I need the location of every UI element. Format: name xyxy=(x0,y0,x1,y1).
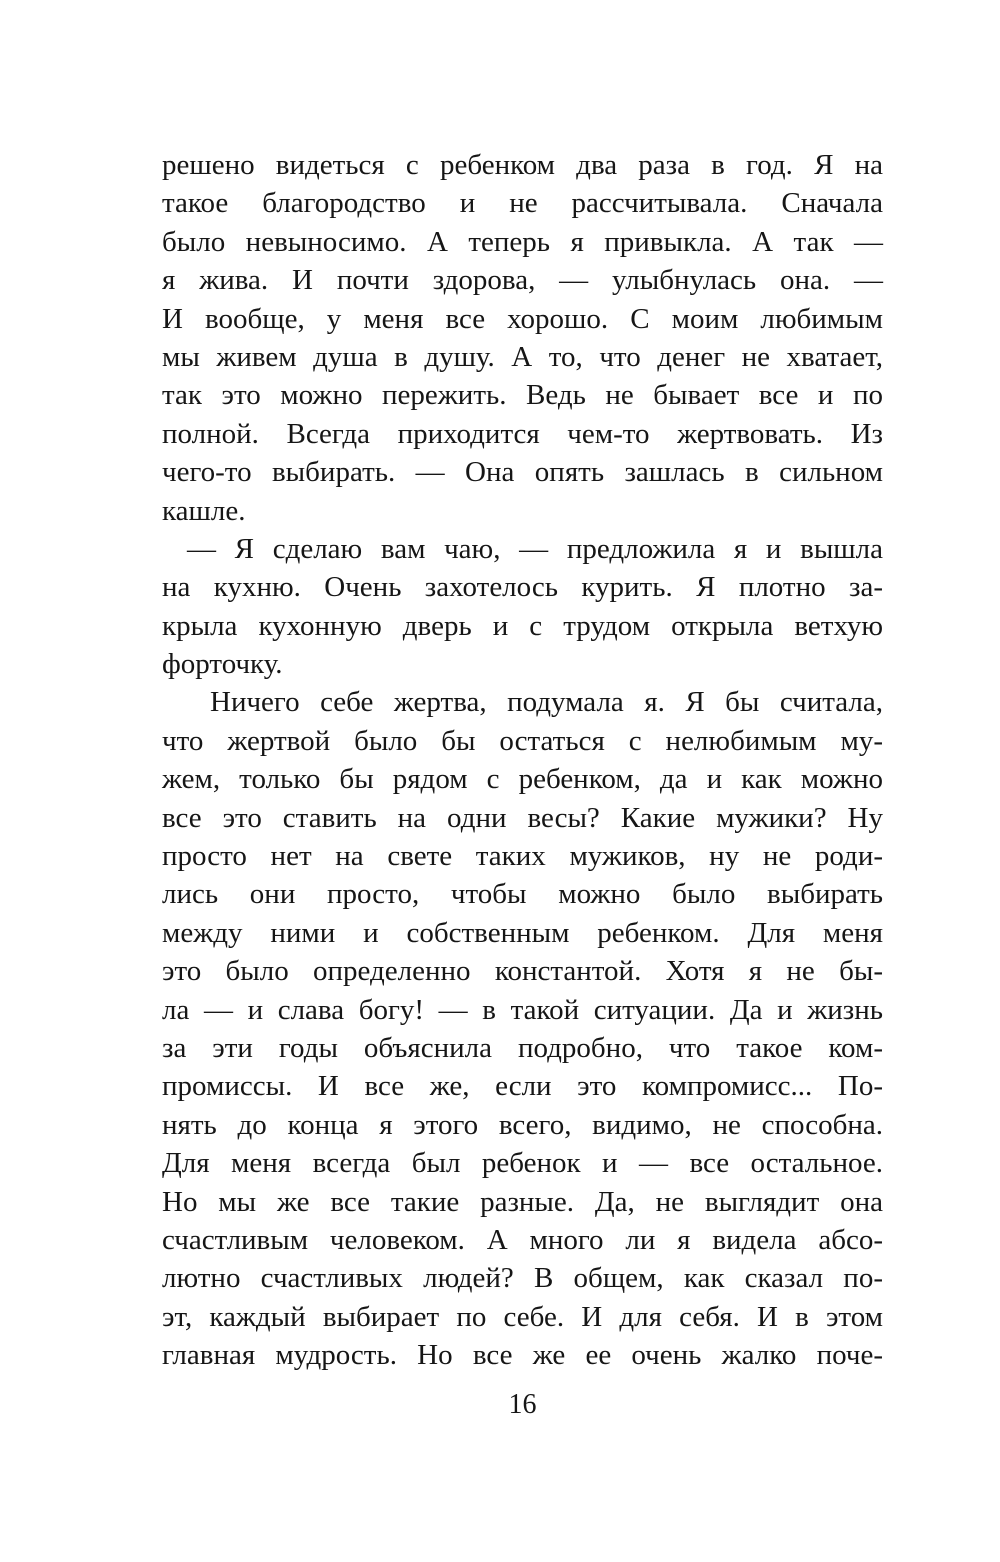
text-line: лись они просто, чтобы можно было выбирать xyxy=(162,878,883,911)
page-number: 16 xyxy=(508,1389,537,1420)
text-line: просто нет на свете таких мужиков, ну не роди- xyxy=(162,840,883,873)
text-line: — Я сделаю вам чаю, — предложила я и вышла xyxy=(187,532,883,565)
text-line: жем, только бы рядом с ребенком, да и как можно xyxy=(162,763,883,796)
text-line: кашле. xyxy=(162,494,246,527)
text-line: такое благородство и не рассчитывала. Сначала xyxy=(162,187,883,220)
text-line: форточку. xyxy=(162,648,283,681)
text-line: счастливым человеком. А много ли я видела абсо- xyxy=(162,1223,883,1256)
text-line: ла — и слава богу! — в такой ситуации. Да и жизнь xyxy=(162,993,883,1026)
text-line: решено видеться с ребенком два раза в год. Я на xyxy=(162,149,883,181)
text-line: это было определенно константой. Хотя я не бы- xyxy=(162,955,883,988)
text-line: полной. Всегда приходится чем-то жертвовать. Из xyxy=(162,417,883,450)
text-line: эт, каждый выбирает по себе. И для себя. И в этом xyxy=(162,1300,883,1333)
text-line: чего-то выбирать. — Она опять зашлась в сильном xyxy=(162,456,883,489)
text-line: между ними и собственным ребенком. Для меня xyxy=(162,916,883,949)
text-line: мы живем душа в душу. А то, что денег не хватает, xyxy=(162,340,883,373)
text-line: Для меня всегда был ребенок и — все остальное. xyxy=(162,1147,883,1180)
text-line: нять до конца я этого всего, видимо, не способна. xyxy=(162,1108,883,1141)
text-line: все это ставить на одни весы? Какие мужики? Ну xyxy=(162,801,883,834)
text-line: за эти годы объяснила подробно, что такое ком- xyxy=(162,1031,883,1064)
text-line: на кухню. Очень захотелось курить. Я плотно за- xyxy=(162,571,883,604)
text-line: промиссы. И все же, если это компромисс... По- xyxy=(162,1070,883,1103)
text-line: крыла кухонную дверь и с трудом открыла ветхую xyxy=(162,609,883,642)
text-line: было невыносимо. А теперь я привыкла. А так — xyxy=(162,225,883,258)
text-line: так это можно пережить. Ведь не бывает все и по xyxy=(162,379,883,412)
text-block xyxy=(162,146,883,1375)
text-line: И вообще, у меня все хорошо. С моим любимым xyxy=(162,302,883,335)
text-line: главная мудрость. Но все же ее очень жалко поче- xyxy=(162,1339,883,1372)
text-line: Но мы же все такие разные. Да, не выглядит она xyxy=(162,1185,883,1218)
text-line: я жива. И почти здорова, — улыбнулась она. — xyxy=(162,264,883,297)
text-line: Ничего себе жертва, подумала я. Я бы считала, xyxy=(210,686,883,719)
text-line: лютно счастливых людей? В общем, как сказал по- xyxy=(162,1262,883,1295)
text-line: что жертвой было бы остаться с нелюбимым му- xyxy=(162,724,883,757)
